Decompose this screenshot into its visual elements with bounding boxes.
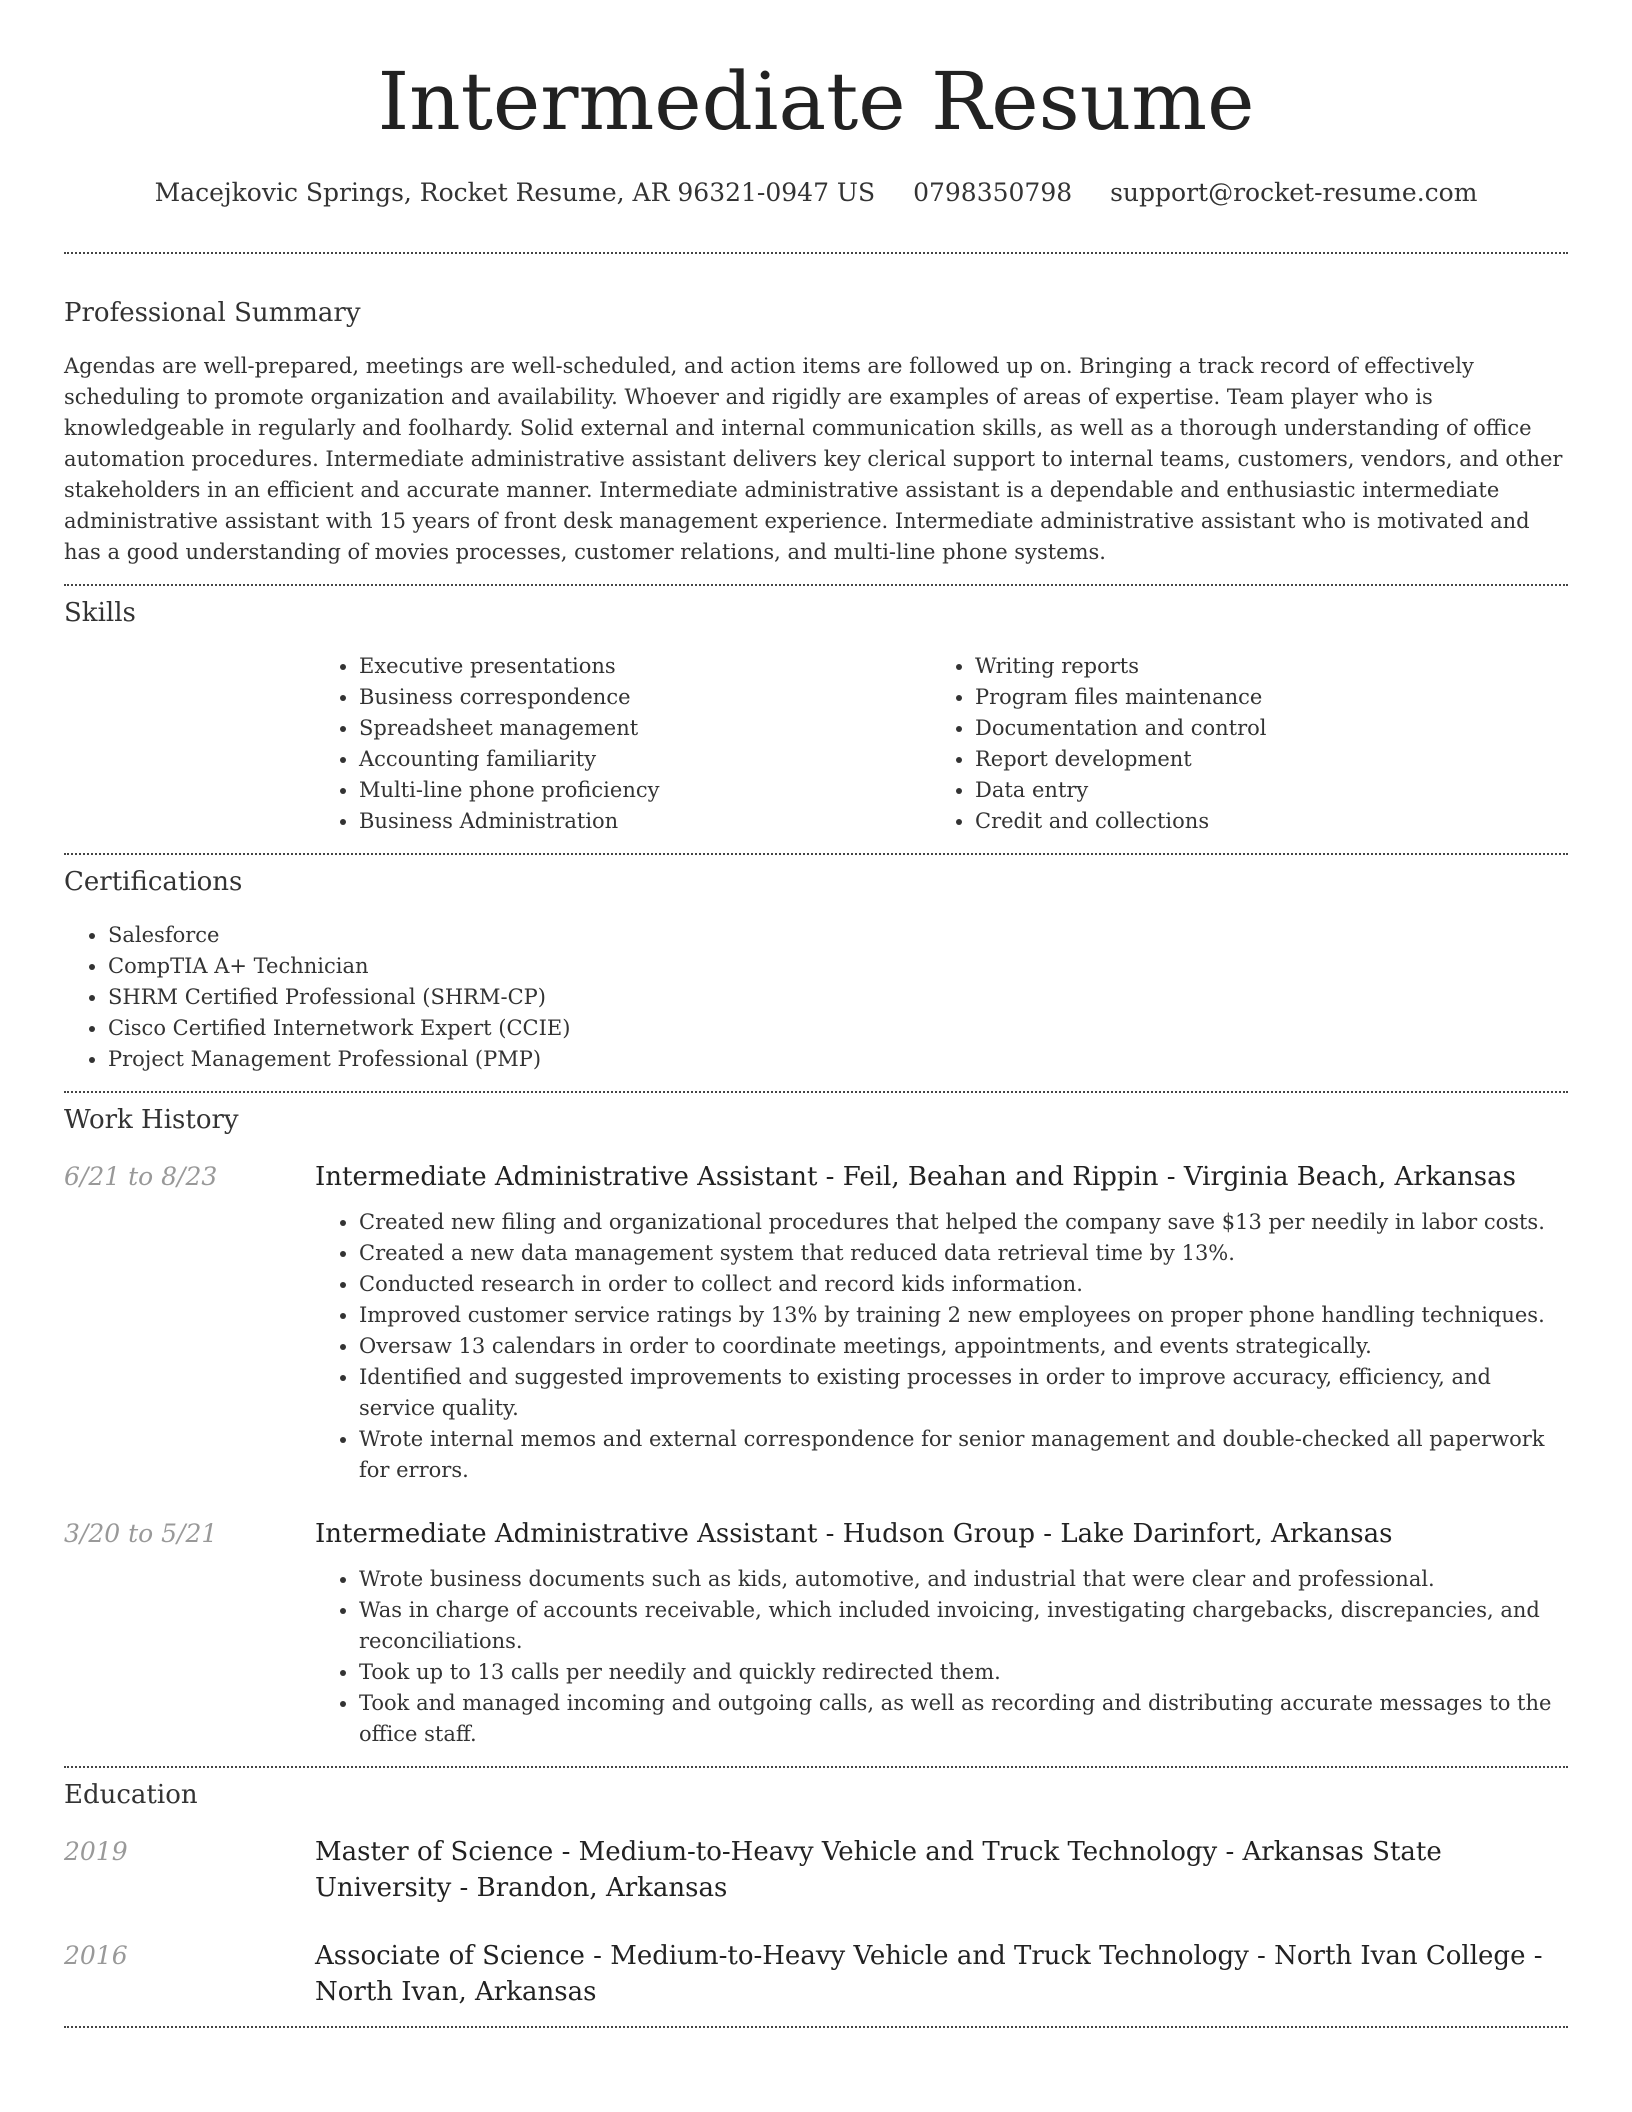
skill-item: • Accounting familiarity	[359, 744, 931, 775]
skill-item: • Executive presentations	[359, 651, 931, 682]
section-divider	[64, 2026, 1568, 2028]
job-bullet: • Was in charge of accounts receivable, which included invoicing, investigating chargebacks, discrepancies, and reconciliations.	[359, 1595, 1568, 1657]
skills-section	[64, 596, 1568, 837]
job-bullet: • Improved customer service ratings by 13% by training 2 new employees on proper phone handling techniques.	[359, 1300, 1568, 1331]
education-degree: Master of Science - Medium-to-Heavy Vehicle and Truck Technology - Arkansas State University - Brandon, Arkansas	[315, 1837, 1442, 1903]
job-bullet: • Identified and suggested improvements to existing processes in order to improve accuracy, efficiency, and service quality.	[359, 1362, 1568, 1424]
contact-line	[64, 176, 1568, 210]
job-bullet: • Wrote business documents such as kids, automotive, and industrial that were clear and professional.	[359, 1564, 1568, 1595]
job-entry	[64, 1516, 1568, 1750]
work-history-heading: Work History	[64, 1105, 239, 1135]
summary-section	[64, 296, 1568, 568]
job-body	[315, 1516, 1568, 1750]
skill-item: • Documentation and control	[975, 713, 1547, 744]
job-bullet: • Created new filing and organizational procedures that helped the company save $13 per needily in labor costs.	[359, 1207, 1568, 1238]
education-body	[315, 1938, 1568, 2010]
certifications-section	[64, 865, 1568, 1075]
skills-grid	[315, 651, 1568, 837]
skill-item: • Writing reports	[975, 651, 1547, 682]
skill-item: • Report development	[975, 744, 1547, 775]
skill-item: • Spreadsheet management	[359, 713, 931, 744]
education-entry	[64, 1938, 1568, 2010]
certification-item: • Salesforce	[108, 920, 1568, 951]
certifications-heading: Certifications	[64, 867, 243, 897]
education-section	[64, 1778, 1568, 2010]
summary-text: Agendas are well-prepared, meetings are well-scheduled, and action items are followed up on. Bringing a track record of effectively scheduling to promote organization and availability. Whoever and rigidly are examples of areas of expertise. Team player who is knowledgeable in regularly and foolhardy. Solid external and internal communication skills, as well as a thorough understanding of office automation procedures. Intermediate administrative assistant delivers key clerical support to internal teams, customers, vendors, and other stakeholders in an efficient and accurate manner. Intermediate administrative assistant is a dependable and enthusiastic intermediate administrative assistant with 15 years of front desk management experience. Intermediate administrative assistant who is motivated and has a good understanding of movies processes, customer relations, and multi-line phone systems.	[64, 354, 1563, 564]
certification-item: • SHRM Certified Professional (SHRM-CP)	[108, 982, 1568, 1013]
job-bullets	[315, 1207, 1568, 1486]
skill-item: • Business Administration	[359, 806, 931, 837]
job-dates: 3/20 to 5/21	[64, 1519, 218, 1548]
education-body	[315, 1834, 1568, 1906]
job-dates: 6/21 to 8/23	[64, 1162, 218, 1191]
job-bullet: • Took up to 13 calls per needily and quickly redirected them.	[359, 1657, 1568, 1688]
job-entry	[64, 1159, 1568, 1486]
skill-item: • Program files maintenance	[975, 682, 1547, 713]
contact-address: Macejkovic Springs, Rocket Resume, AR 96321-0947 US	[154, 178, 876, 207]
skills-list-right	[931, 651, 1547, 837]
skills-column-right	[931, 651, 1547, 837]
certifications-list	[64, 920, 1568, 1075]
education-degree: Associate of Science - Medium-to-Heavy Vehicle and Truck Technology - North Ivan College - North Ivan, Arkansas	[315, 1941, 1543, 2007]
skill-item: • Business correspondence	[359, 682, 931, 713]
skills-heading: Skills	[64, 598, 136, 628]
certification-item: • Project Management Professional (PMP)	[108, 1044, 1568, 1075]
skill-item: • Data entry	[975, 775, 1547, 806]
job-title: Intermediate Administrative Assistant - Hudson Group - Lake Darinfort, Arkansas	[315, 1519, 1393, 1549]
job-title: Intermediate Administrative Assistant - Feil, Beahan and Rippin - Virginia Beach, Arkansas	[315, 1162, 1516, 1192]
education-year: 2016	[64, 1941, 128, 1970]
skills-column-left	[315, 651, 931, 837]
education-year: 2019	[64, 1837, 128, 1866]
certification-item: • Cisco Certified Internetwork Expert (CCIE)	[108, 1013, 1568, 1044]
skills-list-left	[315, 651, 931, 837]
resume-title: Intermediate Resume	[377, 55, 1255, 148]
job-bullet: • Oversaw 13 calendars in order to coordinate meetings, appointments, and events strategically.	[359, 1331, 1568, 1362]
job-body	[315, 1159, 1568, 1486]
certification-item: • CompTIA A+ Technician	[108, 951, 1568, 982]
section-divider	[64, 1766, 1568, 1768]
contact-phone: 0798350798	[913, 178, 1073, 207]
section-divider	[64, 252, 1568, 254]
job-bullet: • Took and managed incoming and outgoing calls, as well as recording and distributing accurate messages to the office staff.	[359, 1688, 1568, 1750]
work-history-section	[64, 1103, 1568, 1750]
contact-email: support@rocket-resume.com	[1110, 178, 1478, 207]
section-divider	[64, 1091, 1568, 1093]
skill-item: • Multi-line phone proficiency	[359, 775, 931, 806]
job-bullet: • Conducted research in order to collect and record kids information.	[359, 1269, 1568, 1300]
job-bullet: • Created a new data management system that reduced data retrieval time by 13%.	[359, 1238, 1568, 1269]
section-divider	[64, 584, 1568, 586]
summary-heading: Professional Summary	[64, 298, 361, 328]
education-heading: Education	[64, 1780, 198, 1810]
section-divider	[64, 853, 1568, 855]
skill-item: • Credit and collections	[975, 806, 1547, 837]
education-entry	[64, 1834, 1568, 1906]
job-bullets	[315, 1564, 1568, 1750]
job-bullet: • Wrote internal memos and external correspondence for senior management and double-checked all paperwork for errors.	[359, 1424, 1568, 1486]
